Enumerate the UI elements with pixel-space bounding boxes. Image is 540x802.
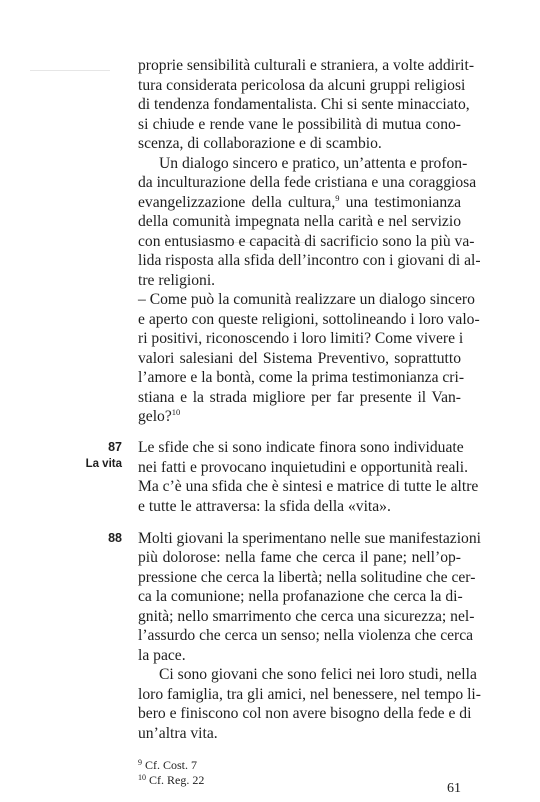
body-line: con entusiasmo e capacità di sacrificio sono la più va-	[138, 233, 475, 250]
footnote-ref: 9	[335, 193, 340, 203]
body-line: gnità; nello smarrimento che cerca una sicurezza; nel-	[138, 608, 475, 625]
body-line: lida risposta alla sfida dell’incontro con i giovani di al-	[138, 252, 481, 269]
paragraph-number: 88	[108, 531, 122, 545]
body-line: di tendenza fondamentalista. Chi si sente minacciato,	[138, 96, 470, 113]
page-number: 61	[447, 781, 461, 796]
body-line: nei fatti e provocano inquietudini e opportunità reali.	[138, 459, 468, 476]
body-line: l’amore e la bontà, come la prima testimonianza cri-	[138, 369, 465, 386]
body-line: da inculturazione della fede cristiana e una coraggiosa	[138, 174, 477, 191]
body-text: una testimonianza	[339, 194, 461, 211]
footnote-number: 10	[138, 773, 146, 782]
body-line: loro famiglia, tra gli amici, nel benessere, nel tempo li-	[138, 686, 481, 703]
body-line: stiana e la strada migliore per far presente il Van-	[138, 389, 461, 406]
body-line: ca la comunione; nella profanazione che cerca la di-	[138, 588, 463, 605]
body-line: più dolorose: nella fame che cerca il pane; nell’op-	[138, 549, 461, 566]
body-line: e tutte le attraversa: la sfida della «vita».	[138, 498, 391, 515]
body-line: della comunità impegnata nella carità e nel servizio	[138, 213, 461, 230]
body-line: valori salesiani del Sistema Preventivo, soprattutto	[138, 350, 461, 367]
body-line	[138, 193, 461, 212]
scan-mark	[30, 70, 110, 71]
footnote-ref: 10	[171, 407, 181, 417]
footnote-text: Cf. Reg. 22	[149, 773, 205, 787]
body-line: – Come può la comunità realizzare un dialogo sincero	[138, 291, 475, 308]
footnote-number: 9	[138, 758, 142, 767]
body-line: Ci sono giovani che sono felici nei loro studi, nella	[159, 666, 477, 683]
body-line: Molti giovani la sperimentano nelle sue manifestazioni	[138, 530, 481, 547]
body-text: gelo?	[138, 408, 172, 425]
body-line: pressione che cerca la libertà; nella solitudine che cer-	[138, 569, 476, 586]
footnote	[138, 773, 204, 788]
paragraph-number: 87	[108, 440, 122, 454]
body-line: ri positivi, riconoscendo i loro limiti? Come vivere i	[138, 330, 464, 347]
body-line: l’assurdo che cerca un senso; nella violenza che cerca	[138, 627, 474, 644]
body-line: e aperto con queste religioni, sottolineando i loro valo-	[138, 311, 480, 328]
body-line: si chiude e rende vane le possibilità di mutua cono-	[138, 116, 461, 133]
body-line: proprie sensibilità culturali e straniera, a volte addirit-	[138, 57, 475, 74]
footnote-text: Cf. Cost. 7	[145, 758, 198, 772]
body-text: evangelizzazione della cultura,	[138, 194, 336, 211]
body-line	[138, 407, 461, 426]
body-line: Ma c’è una sfida che è sintesi e matrice di tutte le altre	[138, 478, 479, 495]
body-line: scenza, di collaborazione e di scambio.	[138, 135, 382, 152]
body-line: la pace.	[138, 647, 186, 664]
footnote	[138, 758, 197, 773]
body-line: tre religioni.	[138, 272, 216, 289]
body-line: bero e finiscono col non avere bisogno della fede e di	[138, 705, 472, 722]
body-line: un’altra vita.	[138, 725, 218, 742]
body-line: Un dialogo sincero e pratico, un’attenta e profon-	[159, 155, 468, 172]
body-line: Le sfide che si sono indicate finora sono individuate	[138, 439, 464, 456]
side-label: La vita	[85, 458, 122, 470]
body-line: tura considerata pericolosa da alcuni gruppi religiosi	[138, 77, 466, 94]
